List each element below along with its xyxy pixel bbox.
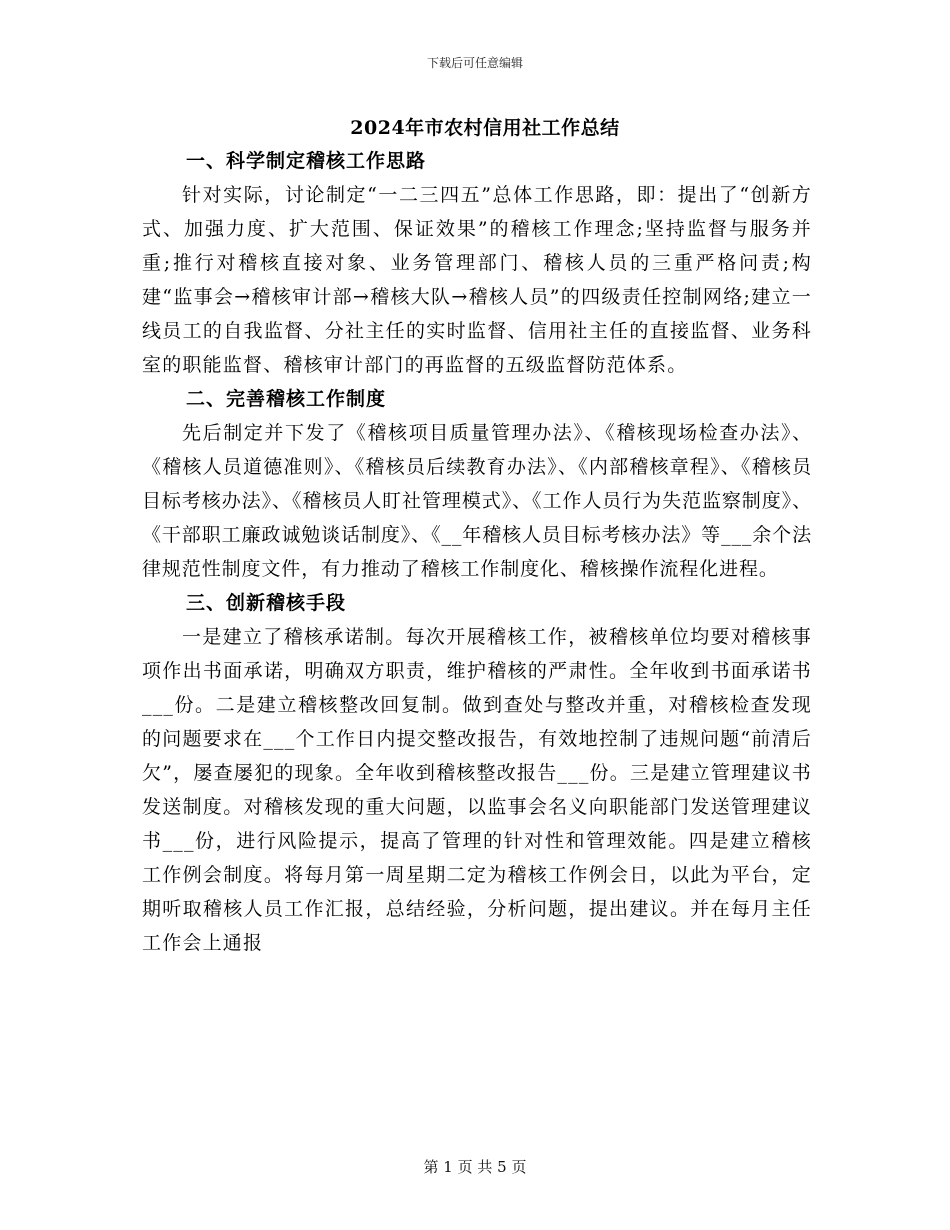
header-note: 下载后可任意编辑 [426,56,523,70]
section-1-paragraph: 针对实际，讨论制定“一二三四五”总体工作思路，即：提出了“创新方式、加强力度、扩大范围、保证效果”的稽核工作理念;坚持监督与服务并重;推行对稽核直接对象、业务管理部门、稽核人员的三重严格问责;构建“监事会→稽核审计部→稽核大队→稽核人员”的四级责任控制网络;建立一线员工的自我监督、分社主任的实时监督、信用社主任的直接监督、业务科室的职能监督、稽核审计部门的再监督的五级监督防范体系。 [142,184,812,376]
section-2-paragraph: 先后制定并下发了《稽核项目质量管理办法》、《稽核现场检查办法》、《稽核人员道德准则》、《稽核员后续教育办法》、《内部稽核章程》、《稽核员目标考核办法》、《稽核员人盯社管理模式》、《工作人员行为失范监察制度》、《干部职工廉政诚勉谈话制度》、《__年稽核人员目标考核办法》等___余个法律规范性制度文件，有力推动了稽核工作制度化、稽核操作流程化进程。 [142,422,812,580]
section-heading-2: 二、完善稽核工作制度 [186,388,387,410]
page-indicator: 第 1 页 共 5 页 [423,1158,527,1176]
document-title: 2024年市农村信用社工作总结 [350,117,620,139]
section-heading-3: 三、创新稽核手段 [186,592,347,614]
document-body [142,112,812,960]
section-3-paragraph: 一是建立了稽核承诺制。每次开展稽核工作，被稽核单位均要对稽核事项作出书面承诺，明确双方职责，维护稽核的严肃性。全年收到书面承诺书___份。二是建立稽核整改回复制。做到查处与整改并重，对稽核检查发现的问题要求在___个工作日内提交整改报告，有效地控制了违规问题“前清后欠”，屡查屡犯的现象。全年收到稽核整改报告___份。三是建立管理建议书发送制度。对稽核发现的重大问题，以监事会名义向职能部门发送管理建议书___份，进行风险提示，提高了管理的针对性和管理效能。四是建立稽核工作例会制度。将每月第一周星期二定为稽核工作例会日，以此为平台，定期听取稽核人员工作汇报，总结经验，分析问题，提出建议。并在每月主任工作会上通报 [142,626,812,954]
section-heading-1: 一、科学制定稽核工作思路 [186,150,427,172]
